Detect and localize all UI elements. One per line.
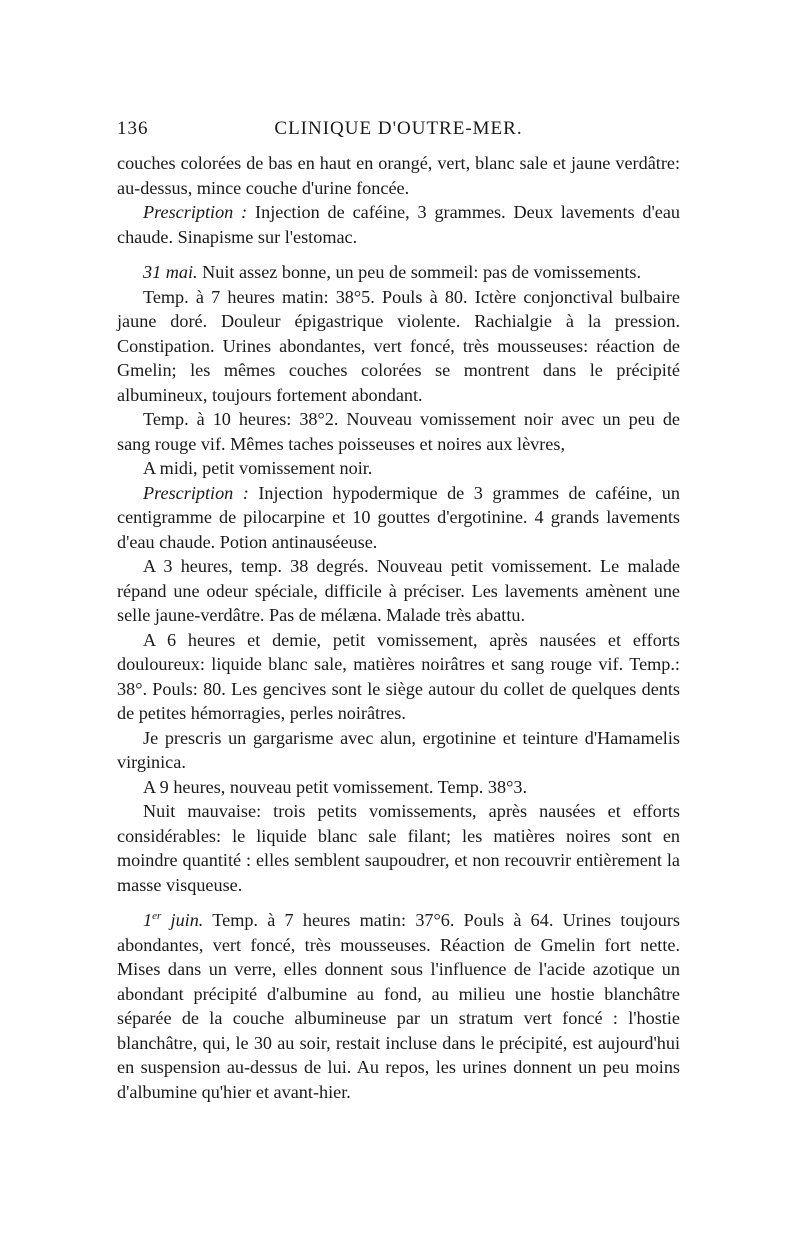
paragraph: A 9 heures, nouveau petit vomissement. Temp. 38°3. [143,776,528,797]
date-label: 1er juin. [143,909,204,930]
paragraph: Temp. à 7 heures matin: 38°5. Pouls à 80. Ictère conjonctival bulbaire jaune doré. Douleur épigastrique violente. Rachialgie à la pression. Constipation. Urines abondantes, vert foncé, très mousseuses: réaction de Gmelin; les mêmes couches colorées se montrent dans le précipité albumineux, toujours fortement abondant. [117,286,680,405]
paragraph: couches colorées de bas en haut en orangé, vert, blanc sale et jaune verdâtre: au-dessus, mince couche d'urine foncée. [117,153,680,198]
page-body [117,151,680,1104]
paragraph: 1er juin. Temp. à 7 heures matin: 37°6. Pouls à 64. Urines toujours abondantes, vert foncé, très mousseuses. Réaction de Gmelin fort nette. Mises dans un verre, elles donnent sous l'influence de l'acide azotique un abondant précipité d'albumine au fond, au milieu une hostie blanchâtre séparée de la couche albumineuse par un stratum vert foncé : l'hostie blanchâtre, qui, le 30 au soir, restait incluse dans le précipité, est aujourd'hui en suspension au-dessus de lui. Au repos, les urines donnent un peu moins d'albumine qu'hier et avant-hier. [117,909,681,1102]
paragraph: A 6 heures et demie, petit vomissement, après nausées et efforts douloureux: liquide blanc sale, matières noirâtres et sang rouge vif. Temp.: 38°. Pouls: 80. Les gencives sont le siège autour du collet de quelques dents de petites hémorragies, perles noirâtres. [117,629,680,723]
paragraph: Prescription : Injection hypodermique de 3 grammes de caféine, un centigramme de pilocarpine et 10 gouttes d'ergotinine. 4 grands lavements d'eau chaude. Potion antinauséeuse. [117,482,680,552]
paragraph-label: Prescription : [143,482,249,503]
paragraph: Je prescris un gargarisme avec alun, ergotinine et teinture d'Hamamelis virginica. [117,727,680,772]
paragraph: A 3 heures, temp. 38 degrés. Nouveau petit vomissement. Le malade répand une odeur spéciale, difficile à préciser. Les lavements amènent une selle jaune-verdâtre. Pas de mélæna. Malade très abattu. [117,556,680,625]
paragraph: Nuit mauvaise: trois petits vomissements, après nausées et efforts considérables: le liquide blanc sale filant; les matières noires sont en moindre quantité : elles semblent saupoudrer, et non recouvrir entièrement la masse visqueuse. [117,801,680,895]
paragraph: Prescription : Injection de caféine, 3 grammes. Deux lavements d'eau chaude. Sinapisme sur l'estomac. [117,202,680,247]
paragraph: Temp. à 10 heures: 38°2. Nouveau vomissement noir avec un peu de sang rouge vif. Mêmes taches poisseuses et noires aux lèvres, [117,409,680,454]
paragraph: A midi, petit vomissement noir. [143,458,373,478]
page-header [117,118,680,142]
paragraph-label: Prescription : [143,202,248,222]
paragraph: 31 mai. Nuit assez bonne, un peu de sommeil: pas de vomissements. [143,262,642,282]
page-number: 136 [117,118,149,139]
date-label: 31 mai. [143,262,198,282]
running-title: CLINIQUE D'OUTRE-MER. [274,118,523,139]
